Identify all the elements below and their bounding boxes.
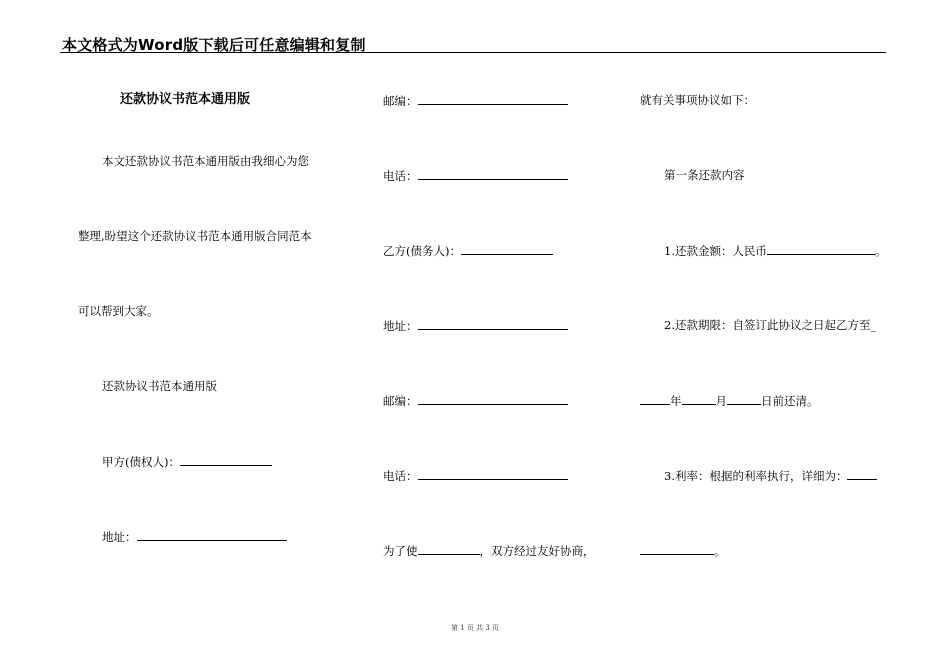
rate-detail-end: 。 <box>714 544 726 558</box>
document-title: 还款协议书范本通用版 <box>120 92 251 107</box>
party-b-phone-label: 电话： <box>383 469 418 483</box>
party-b-postcode-blank <box>418 393 568 405</box>
section-subtitle: 还款协议书范本通用版 <box>102 379 217 393</box>
party-a-postcode-line <box>383 93 568 108</box>
year-label: 年 <box>670 394 682 408</box>
date-line <box>640 393 819 408</box>
party-b-label: 乙方(债务人)： <box>383 244 461 258</box>
party-a-phone-line <box>383 168 568 183</box>
party-b-postcode-line <box>383 393 568 408</box>
party-b-phone-blank <box>418 468 568 480</box>
amount-blank <box>767 243 875 255</box>
day-blank <box>727 393 761 405</box>
party-b-blank <box>461 243 553 255</box>
year-blank <box>640 393 670 405</box>
party-a-postcode-label: 邮编： <box>383 94 418 108</box>
party-a-postcode-blank <box>418 93 568 105</box>
party-a-blank <box>180 454 272 466</box>
header-rule <box>60 52 886 53</box>
party-b-address-label: 地址： <box>383 319 418 333</box>
intro-line-1: 本文还款协议书范本通用版由我细心为您 <box>102 154 309 168</box>
party-b-postcode-label: 邮编： <box>383 394 418 408</box>
amount-end: 。 <box>874 244 887 258</box>
rate-label: 3.利率：根据的利率执行，详细为： <box>664 469 848 483</box>
purpose-text-b: ，双方经过友好协商， <box>479 544 595 558</box>
party-a-line <box>102 454 272 469</box>
party-b-phone-line <box>383 468 568 483</box>
period-line: 2.还款期限：自签订此协议之日起乙方至_ <box>664 318 877 332</box>
rate-detail-line <box>640 543 726 558</box>
party-a-label: 甲方(债权人)： <box>102 455 180 469</box>
party-a-phone-blank <box>418 168 568 180</box>
party-a-address-line <box>102 529 287 544</box>
purpose-line <box>383 543 595 558</box>
party-a-address-blank <box>137 529 287 541</box>
party-b-line <box>383 243 553 258</box>
date-end-label: 日前还清。 <box>761 394 819 408</box>
page-number: 第 1 页 共 3 页 <box>450 624 500 632</box>
rate-detail-blank <box>640 543 714 555</box>
intro-line-2: 整理,盼望这个还款协议书范本通用版合同范本 <box>78 229 312 243</box>
party-b-address-line <box>383 318 568 333</box>
month-blank <box>682 393 716 405</box>
amount-label: 1.还款金额：人民币 <box>664 244 767 258</box>
intro-line-3: 可以帮到大家。 <box>78 304 159 318</box>
party-b-address-blank <box>418 318 568 330</box>
month-label: 月 <box>715 394 727 408</box>
agreement-intro: 就有关事项协议如下： <box>640 93 755 107</box>
rate-line <box>664 468 877 483</box>
article-1-heading: 第一条还款内容 <box>664 168 745 182</box>
amount-line <box>664 243 886 258</box>
rate-blank <box>847 468 877 480</box>
purpose-blank <box>418 543 480 555</box>
document-banner: 本文格式为Word版下载后可任意编辑和复制 <box>62 36 366 54</box>
party-a-address-label: 地址： <box>102 530 137 544</box>
purpose-text-a: 为了使 <box>383 544 418 558</box>
party-a-phone-label: 电话： <box>383 169 418 183</box>
